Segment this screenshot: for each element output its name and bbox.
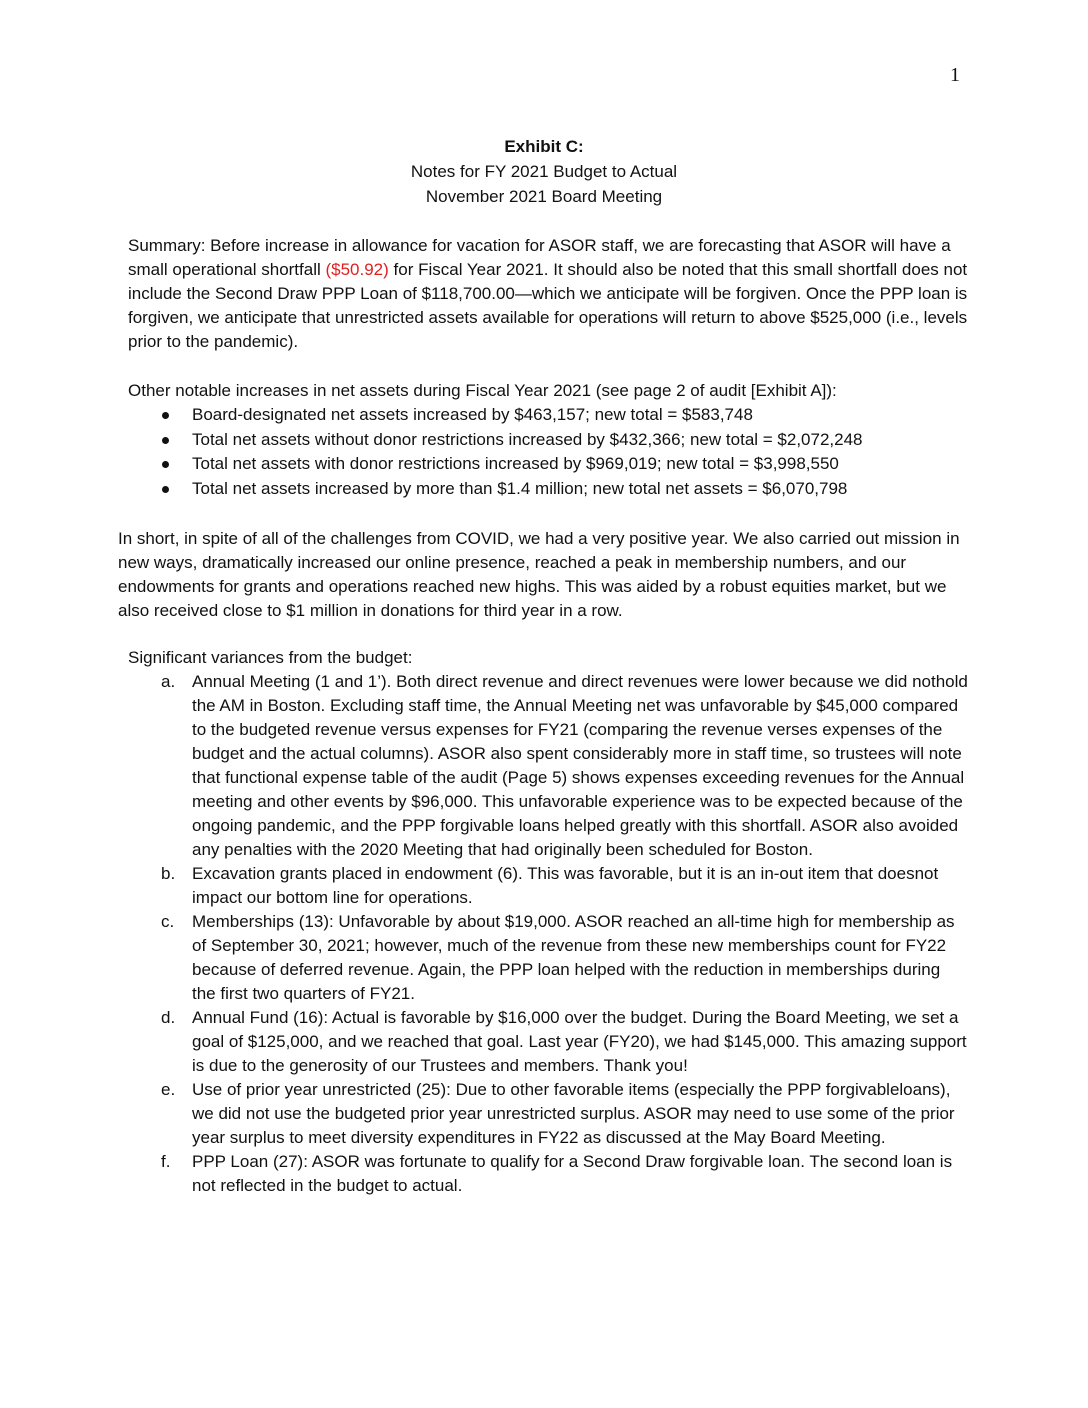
bullet-item [128,452,968,477]
in-short-paragraph: In short, in spite of all of the challenges from COVID, we had a very positive year. We also carried out mission in new ways, dramatically increased our online presence, reached a peak in membership numbers, and our endowments for grants and operations reached new highs. This was aided by a robust equities market, but we also received close to $1 million in donations for third year in a row. [118,529,960,620]
variance-item-annual-meeting [128,670,968,862]
variances-list [128,670,968,1198]
bullet-item [128,403,968,428]
item-letter: d. [161,1008,176,1027]
item-text: Annual Fund (16): Actual is favorable by $16,000 over the budget. During the Board Meeting, we set a goal of $125,000, and we reached that goal. Last year (FY20), we had $145,000. This amazing support is due to the generosity of our Trustees and members. Thank you! [192,1008,967,1075]
item-letter: f. [161,1152,171,1171]
shortfall-amount: ($50.92) [325,260,389,279]
bullet-icon [162,461,169,468]
variance-item-prior-year [128,1078,968,1150]
document-subtitle: Notes for FY 2021 Budget to Actual [410,162,678,181]
title-block [0,134,1088,209]
variances-heading: Significant variances from the budget: [128,648,413,667]
item-letter: a. [161,672,176,691]
bullet-icon [162,486,169,493]
variance-item-memberships [128,910,968,1006]
item-text: Excavation grants placed in endowment (6). This was favorable, but it is an in-out item that doesnot impact our bottom line for operations. [192,864,939,907]
item-letter: e. [161,1080,176,1099]
summary-paragraph [128,234,968,354]
bullet-text: Total net assets increased by more than $1.4 million; new total net assets = $6,070,798 [192,478,848,498]
item-text: Annual Meeting (1 and 1’). Both direct revenue and direct revenues were lower because we did nothold the AM in Boston. Excluding staff time, the Annual Meeting net was unfavorable by $45,000 compared to the budgeted revenue versus expenses for FY21 (comparing the revenue verses expenses of the budget and the actual columns). ASOR also spent considerably more in staff time, so trustees will note that functional expense table of the audit (Page 5) shows expenses exceeding revenues for the Annual meeting and other events by $96,000. This unfavorable experience was to be expected because of the ongoing pandemic, and the PPP forgivable loans helped greatly with this shortfall. ASOR also avoided any penalties with the 2020 Meeting that had originally been scheduled for Boston. [192,672,968,859]
variance-item-annual-fund [128,1006,968,1078]
variance-item-ppp-loan [128,1150,968,1198]
item-text: Memberships (13): Unfavorable by about $19,000. ASOR reached an all-time high for membership as of September 30, 2021; however, much of the revenue from these new memberships count for FY22 because of deferred revenue. Again, the PPP loan helped with the reduction in memberships during the first two quarters of FY21. [192,912,955,1003]
bullet-text: Board-designated net assets increased by $463,157; new total = $583,748 [192,405,753,424]
variance-item-excavation-grants [128,862,968,910]
bullet-text: Total net assets without donor restrictions increased by $432,366; new total = $2,072,248 [192,429,863,449]
notable-increases-intro: Other notable increases in net assets during Fiscal Year 2021 (see page 2 of audit [Exhibit A]): [128,381,837,400]
summary-text-before: Summary: Before increase in allowance for vacation for ASOR staff, we are forecasting that ASOR will have a small operational shortfall [128,236,951,279]
bullet-icon [162,412,169,419]
item-letter: c. [161,912,175,931]
notable-increases-list [128,403,968,501]
page-number: 1 [950,64,960,86]
item-letter: b. [161,864,176,883]
item-text: PPP Loan (27): ASOR was fortunate to qualify for a Second Draw forgivable loan. The second loan is not reflected in the budget to actual. [192,1152,953,1195]
bullet-icon [162,437,169,444]
item-text: Use of prior year unrestricted (25): Due to other favorable items (especially the PPP forgivableloans), we did not use the budgeted prior year unrestricted surplus. ASOR may need to use some of the prior year surplus to meet diversity expenditures in FY22 as discussed at the May Board Meeting. [192,1080,955,1147]
exhibit-title: Exhibit C: [504,137,584,156]
bullet-item [128,428,968,453]
bullet-item [128,477,968,502]
summary-text-after: for Fiscal Year 2021. It should also be noted that this small shortfall does not include the Second Draw PPP Loan of $118,700.00—which we anticipate will be forgiven. Once the PPP loan is forgiven, we anticipate that unrestricted assets available for operations will return to above $525,000 (i.e., levels prior to the pandemic). [128,260,968,351]
bullet-text: Total net assets with donor restrictions increased by $969,019; new total = $3,998,550 [192,454,839,473]
meeting-title: November 2021 Board Meeting [425,187,663,206]
